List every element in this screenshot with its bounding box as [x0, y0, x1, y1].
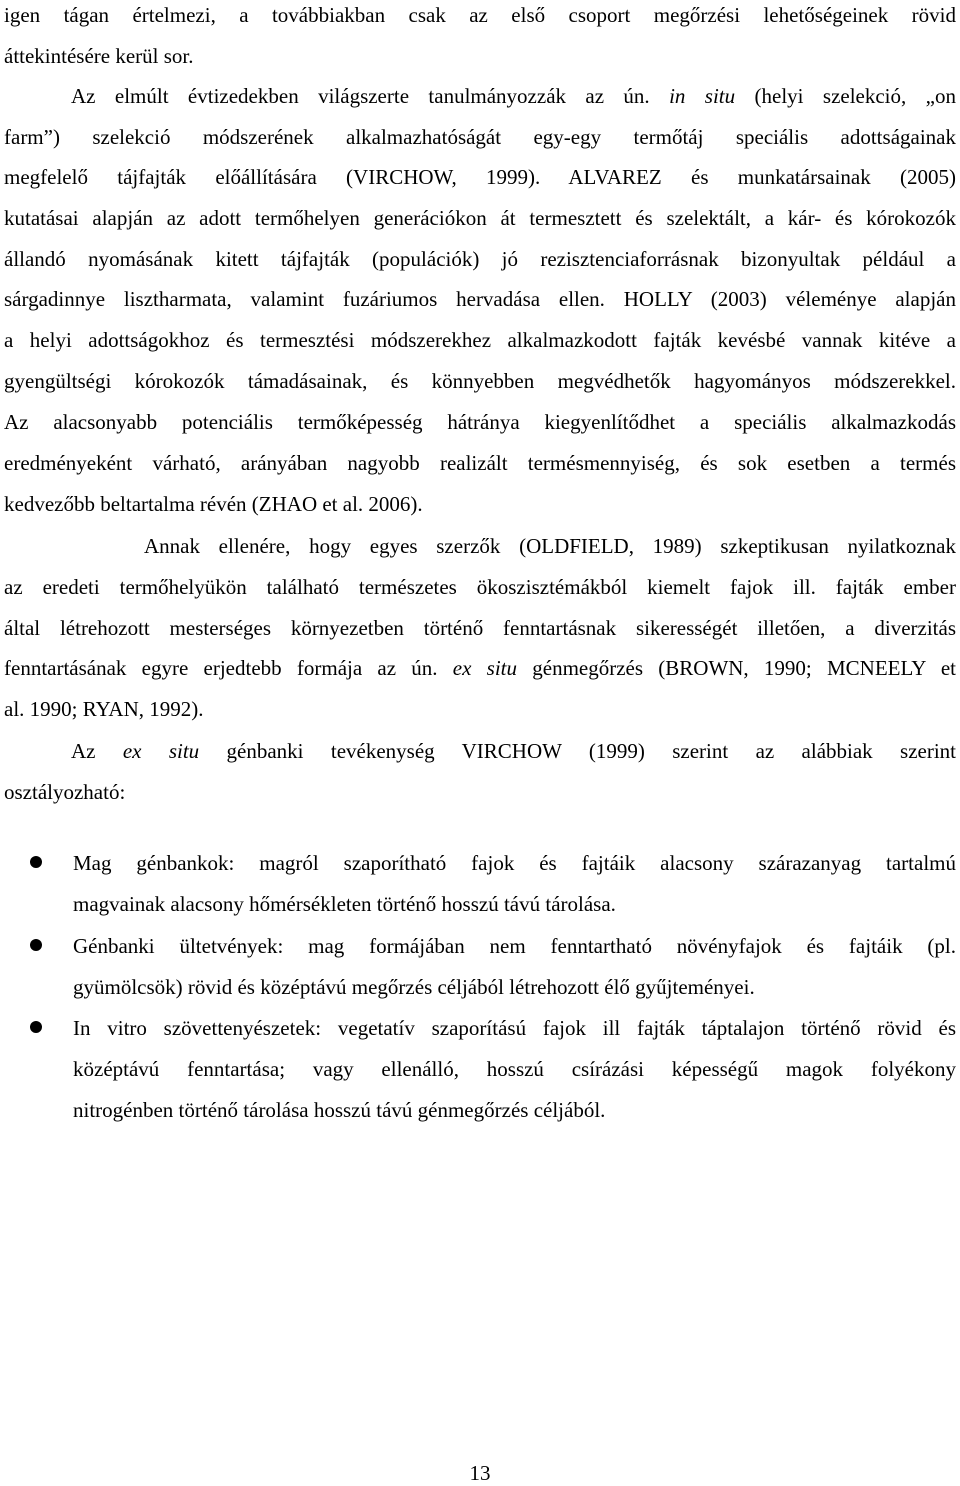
text-line: al. 1990; RYAN, 1992). — [4, 697, 204, 721]
italic-term: in situ — [669, 84, 736, 108]
bullet-icon — [30, 856, 42, 868]
page-number: 13 — [469, 1461, 491, 1485]
text-line: farm”) szelekció módszerének alkalmazhatóságát egy-egy termőtáj speciális adottságainak — [4, 125, 956, 149]
text-line: a helyi adottságokhoz és termesztési módszerekhez alkalmazkodott fajták kevésbé vannak kitéve a — [4, 328, 956, 352]
bullet-item-line: In vitro szövettenyészetek: vegetatív szaporítású fajok ill fajták táptalajon történő rövid és — [73, 1016, 956, 1040]
text-line: igen tágan értelmezi, a továbbiakban csak az első csoport megőrzési lehetőségeinek rövid — [4, 3, 956, 27]
bullet-icon — [30, 1021, 42, 1033]
text-line: gyengültségi kórokozók támadásainak, és könnyebben megvédhetők hagyományos módszerekkel. — [4, 369, 956, 393]
bullet-item-line: Mag génbankok: magról szaporítható fajok és fajtáik alacsony szárazanyag tartalmú — [73, 851, 956, 875]
bullet-item-line: gyümölcsök) rövid és középtávú megőrzés céljából létrehozott élő gyűjteményei. — [73, 975, 755, 999]
text-line: az eredeti termőhelyükön található természetes ökoszisztémákból kiemelt fajok ill. fajták ember — [4, 575, 956, 599]
bullet-item-line: magvainak alacsony hőmérsékleten történő hosszú távú tárolása. — [73, 892, 616, 916]
text-line: megfelelő tájfajták előállítására (VIRCHOW, 1999). ALVAREZ és munkatársainak (2005) — [4, 165, 956, 189]
paragraph-line: Annak ellenére, hogy egyes szerzők (OLDFIELD, 1989) szkeptikusan nyilatkoznak — [144, 534, 956, 558]
text-line: kutatásai alapján az adott termőhelyen generációkon át termesztett és szelektált, a kár- és kórokozók — [4, 206, 956, 230]
text-segment: (helyi szelekció, „on — [735, 84, 956, 108]
text-segment: génbanki tevékenység VIRCHOW (1999) szerint az alábbiak szerint — [199, 739, 957, 763]
text-line: állandó nyomásának kitett tájfajták (populációk) jó rezisztenciaforrásnak bizonyultak például a — [4, 247, 956, 271]
text-line: kedvezőbb beltartalma révén (ZHAO et al. 2006). — [4, 492, 423, 516]
bullet-icon — [30, 939, 42, 951]
bullet-item-line: középtávú fenntartása; vagy ellenálló, hosszú csírázási képességű magok folyékony — [73, 1057, 956, 1081]
paragraph-line — [71, 83, 956, 109]
text-line: eredményeként várható, arányában nagyobb realizált termésmennyiség, és sok esetben a termés — [4, 451, 956, 475]
text-line: sárgadinnye lisztharmata, valamint fuzáriumos hervadása ellen. HOLLY (2003) véleménye alapján — [4, 287, 956, 311]
text-line: osztályozható: — [4, 780, 126, 804]
text-segment: Az — [71, 739, 123, 763]
text-segment: génmegőrzés (BROWN, 1990; MCNEELY et — [517, 656, 956, 680]
bullet-item-line: Génbanki ültetvények: mag formájában nem fenntartható növényfajok és fajtáik (pl. — [73, 934, 956, 958]
text-segment: Az elmúlt évtizedekben világszerte tanulmányozzák az ún. — [71, 84, 670, 108]
italic-term: ex situ — [452, 656, 518, 680]
text-line: Az alacsonyabb potenciális termőképesség hátránya kiegyenlítődhet a speciális alkalmazkodás — [4, 410, 956, 434]
text-line: áttekintésére kerül sor. — [4, 44, 194, 68]
text-line: által létrehozott mesterséges környezetben történő fenntartásnak sikerességét illetően, a diverzitás — [4, 616, 956, 640]
paragraph-line — [4, 655, 956, 681]
italic-term: ex situ — [122, 739, 200, 763]
paragraph-line — [71, 738, 956, 764]
text-segment: fenntartásának egyre erjedtebb formája az ún. — [4, 656, 453, 680]
bullet-item-line: nitrogénben történő tárolása hosszú távú génmegőrzés céljából. — [73, 1098, 606, 1122]
